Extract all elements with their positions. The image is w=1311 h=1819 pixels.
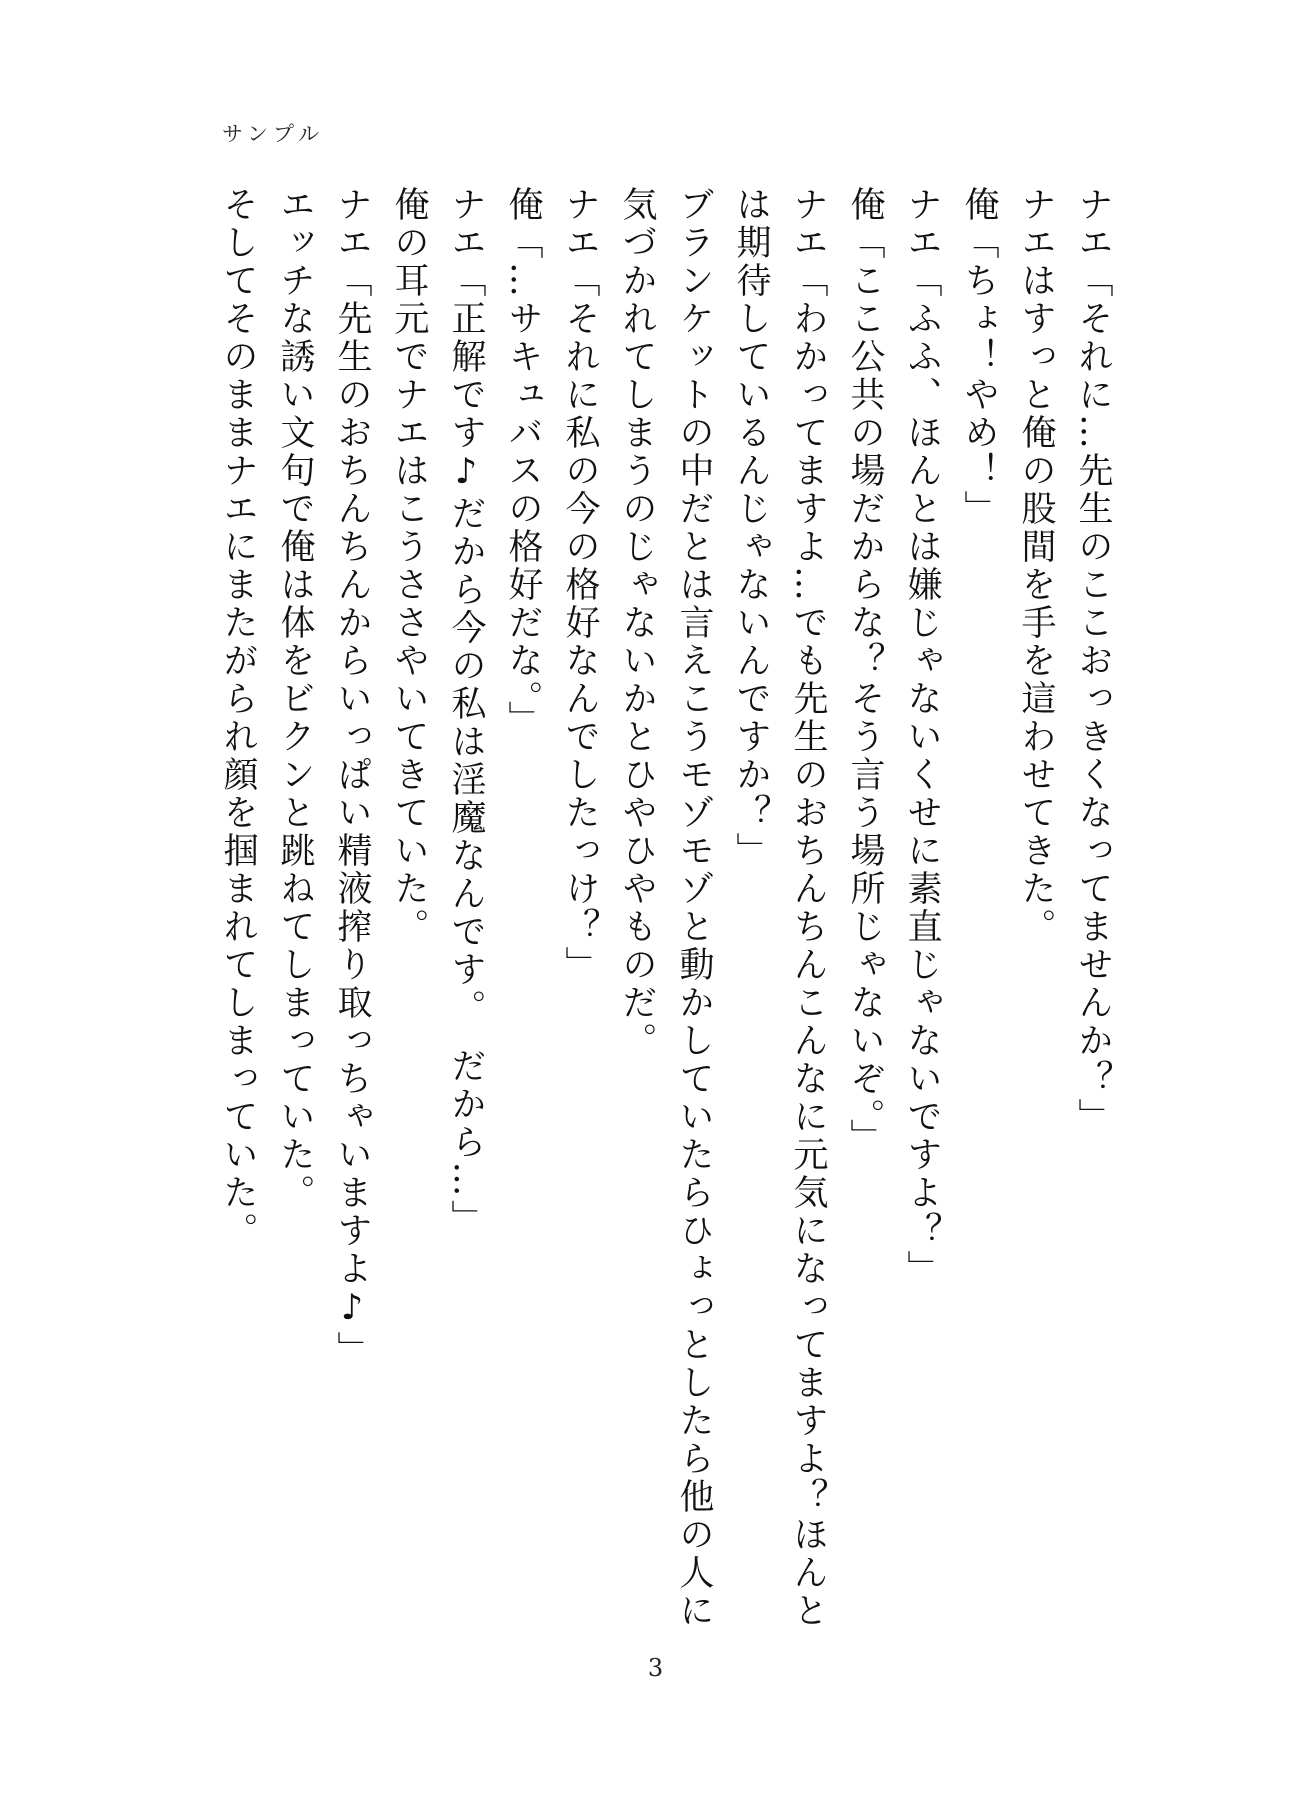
text-line: 俺「ちょ！やめ！」 — [959, 186, 999, 528]
text-line: そしてそのままナエにまたがられ顔を掴まれてしまっていた。 — [218, 186, 258, 1250]
text-line: 俺「…サキュバスの格好だな。」 — [503, 186, 543, 739]
text-line: ブランケットの中だとは言えこうモゾモゾと動かしていたらひょっとしたら他の人に気づかれてしまうのじゃないかとひやひやものだ。 — [617, 186, 714, 1630]
text-line: ナエ「わかってますよ…でも先生のおちんちんこんなに元気になってますよ？ほんとは期待しているんじゃないんですか？」 — [731, 186, 828, 1630]
page-number: 3 — [647, 1654, 664, 1682]
text-line: 俺「ここ公共の場だからな？そう言う場所じゃないぞ。」 — [845, 186, 885, 1157]
vertical-text-body — [209, 186, 1121, 1656]
text-line: ナエはすっと俺の股間を手を這わせてきた。 — [1016, 186, 1056, 946]
text-line: ナエ「先生のおちんちんからいっぱい精液搾り取っちゃいますよ♪」 — [332, 186, 372, 1369]
text-line: ナエ「それに私の今の格好なんでしたっけ？」 — [560, 186, 600, 984]
text-line: エッチな誘い文句で俺は体をビクンと跳ねてしまっていた。 — [275, 186, 315, 1212]
page-header-label: サンプル — [222, 122, 325, 146]
text-line: 俺の耳元でナエはこうささやいてきていた。 — [389, 186, 429, 946]
text-line: ナエ「正解です♪だから今の私は淫魔なんです。 だから…」 — [446, 186, 486, 1238]
text-line: ナエ「それに…先生のここおっきくなってませんか？」 — [1073, 186, 1113, 1136]
text-line: ナエ「ふふ、ほんとは嫌じゃないくせに素直じゃないですよ？」 — [902, 186, 942, 1288]
